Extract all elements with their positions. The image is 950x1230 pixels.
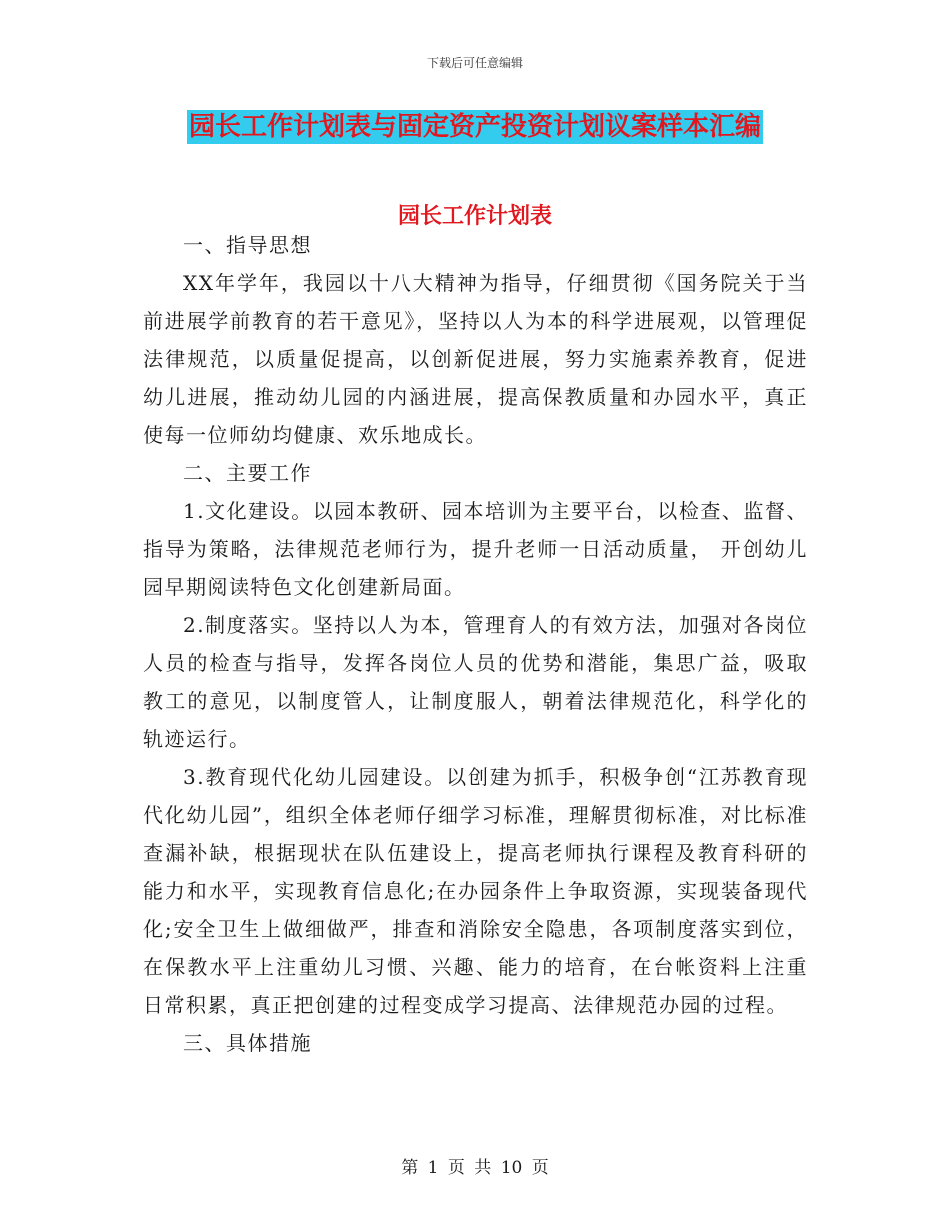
page-header-note: 下载后可任意编辑 <box>426 56 523 70</box>
heading-specific-measures: 三、具体措施 <box>183 1031 312 1055</box>
paragraph-system-implementation: 2.制度落实。坚持以人为本，管理育人的有效方法，加强对各岗位人员的检查与指导，发挥各岗位人员的优势和潜能，集思广益，吸取教工的意见，以制度管人，让制度服人，朝着法律规范化，科学化的轨迹运行。 <box>143 613 808 751</box>
paragraph-culture-building: 1.文化建设。以园本教研、园本培训为主要平台，以检查、监督、指导为策略，法律规范老师行为，提升老师一日活动质量， 开创幼儿园早期阅读特色文化创建新局面。 <box>143 499 808 599</box>
paragraph-modernization: 3.教育现代化幼儿园建设。以创建为抓手，积极争创“江苏教育现代化幼儿园”，组织全体老师仔细学习标准，理解贯彻标准，对比标准查漏补缺，根据现状在队伍建设上，提高老师执行课程及教育科研的能力和水平，实现教育信息化;在办园条件上争取资源，实现装备现代化;安全卫生上做细做严，排查和消除安全隐患，各项制度落实到位，在保教水平上注重幼儿习惯、兴趣、能力的培育，在台帐资料上注重日常积累，真正把创建的过程变成学习提高、法律规范办园的过程。 <box>143 765 808 1017</box>
document-title: 园长工作计划表与固定资产投资计划议案样本汇编 <box>188 112 761 142</box>
document-body <box>143 226 808 1062</box>
section-title: 园长工作计划表 <box>397 204 552 229</box>
heading-guiding-ideology: 一、指导思想 <box>183 233 312 257</box>
heading-main-work: 二、主要工作 <box>183 461 312 485</box>
page-footer: 第 1 页 共 10 页 <box>401 1158 549 1178</box>
document-title-container <box>0 110 950 144</box>
paragraph-guiding-ideology: XX年学年，我园以十八大精神为指导，仔细贯彻《国务院关于当前进展学前教育的若干意见》，坚持以人为本的科学进展观，以管理促法律规范，以质量促提高，以创新促进展，努力实施素养教育，促进幼儿进展，推动幼儿园的内涵进展，提高保教质量和办园水平，真正使每一位师幼均健康、欢乐地成长。 <box>143 271 808 447</box>
